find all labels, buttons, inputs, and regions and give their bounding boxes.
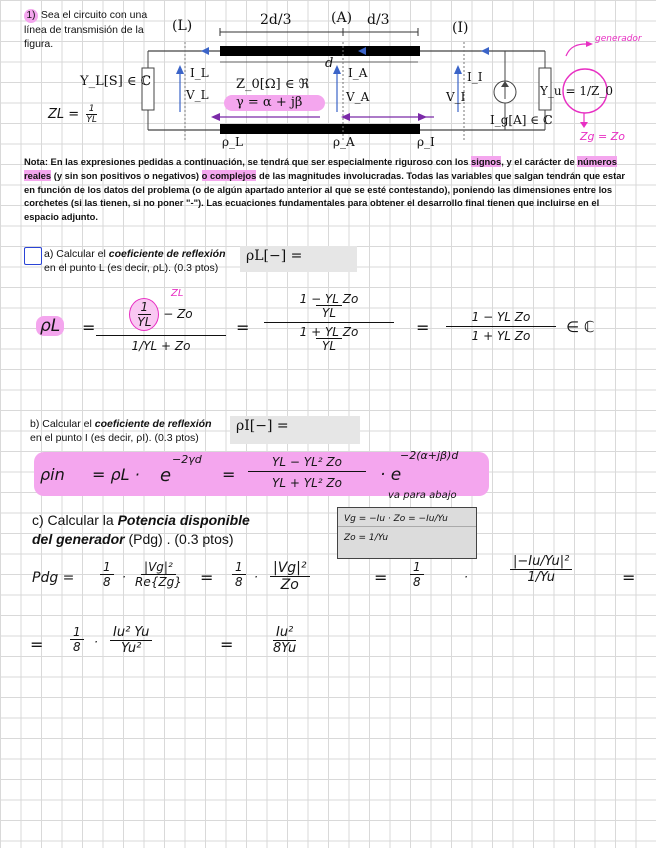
reflection-arrow-L-icon (211, 113, 220, 121)
work-c-line2: = $\frac{1}{8}$ · $\frac{\text{Iu² Yu}}{\text{Yu²}}$ = $\frac{\text{Iu²}}{8Yu}$ (30, 625, 297, 656)
help-box (337, 507, 477, 559)
answer-b-field[interactable]: ρI[−] = (230, 416, 360, 444)
z0-label: Z_0[Ω] ∈ ℜ (236, 77, 310, 92)
generador-note: generador (595, 34, 642, 44)
work-c-line1: Pdg = $\frac{1}{8}$ · $\frac{\text{|Vg|²}}{Re\{Zg\}}$ = $\frac{1}{8}$ · $\frac{\text{|Vg|²}}{Zo}$ = $\frac{1}{8}$ · $\frac{\text{|−Iu/Yu|²}}{1/Yu}$ = (32, 554, 636, 593)
dim-total: d (325, 56, 334, 71)
yu-label: Y_u = 1/Z_0 (540, 84, 613, 98)
ii-label: I_I (467, 70, 483, 84)
nota-paragraph: Nota: En las expresiones pedidas a continuación, se tendrá que ser especialmente riguroso con los signos, y el carácter de números reales (y sin son positivos o negativos) o complejos de las magnitudes involucradas. Todas las variables que salgan tendrán que estar en función de los datos del problema (o de algún apartado anterior al que se esté contestando), poniendo las dimensiones entre los corchetes (si las tienen, si no poner "-"). Las ecuaciones fundamentales para obtener el desarrollo final tienen que incluirse en el espacio adjunto. (24, 156, 626, 223)
label-I: (I) (452, 20, 469, 36)
reflection-arrow-I-icon (418, 113, 427, 121)
zl-annotation: ZL (171, 288, 184, 299)
question-c-text: c) Calcular la Potencia disponible del generador (Pdg) . (0.3 ptos) (32, 512, 250, 547)
question-a-checkbox[interactable] (24, 247, 42, 265)
il-arrow-icon (176, 65, 184, 74)
rho-a-label: ρ_A (333, 135, 355, 149)
zl-note: ZL = $\frac{1}{YL}$ (48, 104, 97, 125)
help-line-1: Vg = −Iu · Zo = −Iu/Yu (344, 514, 448, 524)
yl-label: Y_L[S] ∈ ℂ (80, 74, 151, 89)
ii-arrow-icon (454, 65, 462, 74)
fraction-a1: $\frac{1}{YL}$ − Zo 1/YL + Zo (96, 298, 226, 353)
generador-arrow-icon (566, 44, 586, 56)
intro-sentence: Sea el circuito con una línea de transmisión de la figura. (24, 9, 148, 50)
label-A: (A) (331, 10, 353, 26)
line-conductor-top (220, 46, 420, 56)
help-note: va para abajo (388, 490, 457, 501)
dim-left: 2d/3 (260, 12, 292, 28)
label-L: (L) (172, 18, 193, 34)
zg-note: Zg = Zo (580, 130, 625, 143)
rho-i-label: ρ_I (417, 135, 435, 149)
ia-label: I_A (348, 66, 368, 80)
fraction-a2: 1 − YL Zo YL 1 + YL Zo YL (264, 292, 394, 353)
gamma-label: γ = α + jβ (236, 95, 303, 110)
zg-arrow-icon (580, 122, 588, 128)
ia-arrow-icon (333, 65, 341, 74)
il-label: I_L (190, 66, 209, 80)
answer-a-field[interactable]: ρL[−] = (240, 246, 357, 272)
vi-label: V_I (446, 90, 466, 104)
ig-label: I_g[A] ∈ ℂ (490, 113, 553, 127)
rho-l-lhs: ρL (36, 316, 64, 336)
fraction-a3: 1 − YL Zo 1 + YL Zo (446, 310, 556, 343)
current-arrow-left-icon (201, 47, 209, 55)
rho-in-lhs: ρin (40, 465, 65, 484)
belongs-complex: ∈ ℂ (566, 318, 595, 336)
dim-right: d/3 (367, 12, 390, 28)
work-a: ρL = $\frac{1}{YL}$ − Zo 1/YL + Zo ZL = 1 − YL Zo YL 1 + YL Zo YL = 1 − YL Zo 1 + YL Zo ∈ ℂ (36, 288, 646, 378)
question-b-text: b) Calcular el coeficiente de reflexión en el punto I (es decir, ρI). (0.3 ptos) (30, 418, 212, 444)
current-arrow-right-icon (481, 47, 489, 55)
reflection-arrow-A-icon (341, 113, 350, 121)
vl-label: V_L (186, 88, 209, 102)
help-line-2: Zo = 1/Yu (338, 526, 476, 543)
problem-number: 1) (24, 9, 38, 23)
va-label: V_A (346, 90, 370, 104)
fraction-b: YL − YL² Zo YL + YL² Zo (248, 455, 366, 490)
rho-l-label: ρ_L (222, 135, 244, 149)
work-b: ρin = ρL · e −2γd = YL − YL² Zo YL + YL² Zo · e −2(α+jβ)d (40, 449, 459, 490)
question-a-text: a) Calcular el coeficiente de reflexión en el punto L (es decir, ρL). (0.3 ptos) (44, 248, 226, 274)
line-conductor-bottom (220, 124, 420, 134)
